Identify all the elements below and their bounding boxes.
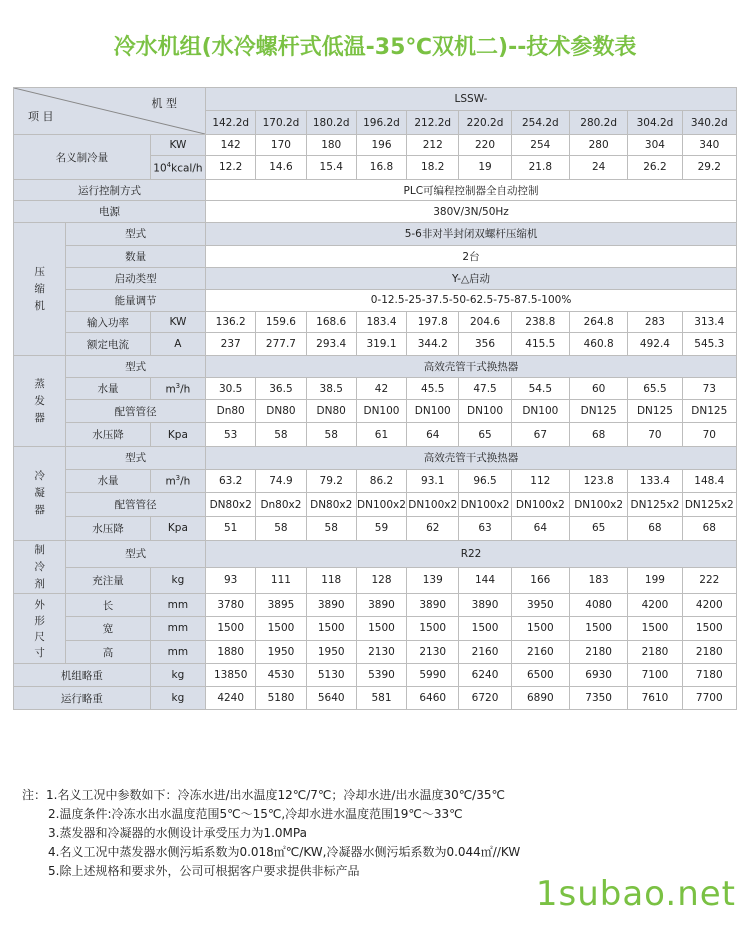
cooling-kcal-cell: 15.4 xyxy=(306,156,356,180)
power-supply-value: 380V/3N/50Hz xyxy=(206,201,737,223)
condenser-drop-cell: 64 xyxy=(511,517,569,541)
height-cell: 2130 xyxy=(356,640,406,664)
refrigerant-charge-cell: 128 xyxy=(356,567,406,594)
height-cell: 2180 xyxy=(628,640,682,664)
control-mode-label: 运行控制方式 xyxy=(14,179,206,201)
evaporator-drop-cell: 58 xyxy=(256,423,306,447)
width-cell: 1500 xyxy=(569,617,627,641)
run-weight-cell: 5180 xyxy=(256,687,306,710)
input-power-cell: 313.4 xyxy=(682,311,736,333)
condenser-drop-cell: 65 xyxy=(569,517,627,541)
unit-weight-cell: 5990 xyxy=(407,664,459,687)
condenser-pipe-label: 配管管径 xyxy=(66,493,206,517)
input-power-cell: 238.8 xyxy=(511,311,569,333)
cooling-capacity-label: 名义制冷量 xyxy=(14,135,151,179)
condenser-pipe-cell: DN100x2 xyxy=(407,493,459,517)
unit-weight-cell: 6930 xyxy=(569,664,627,687)
cooling-kw-cell: 254 xyxy=(511,135,569,156)
cooling-kw-cell: 340 xyxy=(682,135,736,156)
condenser-drop-cell: 58 xyxy=(306,517,356,541)
evaporator-drop-cell: 61 xyxy=(356,423,406,447)
notes xyxy=(22,786,722,881)
cooling-kcal-cell: 21.8 xyxy=(511,156,569,180)
evaporator-flow-cell: 65.5 xyxy=(628,377,682,400)
length-cell: 4200 xyxy=(628,594,682,617)
run-weight-cell: 7700 xyxy=(682,687,736,710)
refrigerant-group-label: 制 冷 剂 xyxy=(14,540,66,594)
condenser-flow-cell: 63.2 xyxy=(206,469,256,493)
rated-current-cell: 415.5 xyxy=(511,333,569,356)
model-cell: 170.2d xyxy=(256,110,306,135)
length-cell: 3890 xyxy=(407,594,459,617)
length-cell: 3890 xyxy=(356,594,406,617)
note-2: 2.温度条件:冷冻水出水温度范围5℃～15℃,冷却水进水温度范围19℃～33℃ xyxy=(48,807,463,821)
run-weight-cell: 581 xyxy=(356,687,406,710)
model-label: 机 型 xyxy=(151,97,178,110)
cooling-kcal-cell: 18.2 xyxy=(407,156,459,180)
compressor-start-label: 启动类型 xyxy=(66,268,206,290)
model-cell: 220.2d xyxy=(459,110,511,135)
length-label: 长 xyxy=(66,594,150,617)
condenser-pipe-cell: DN80x2 xyxy=(306,493,356,517)
cooling-kcal-cell: 24 xyxy=(569,156,627,180)
evaporator-flow-cell: 47.5 xyxy=(459,377,511,400)
length-cell: 4080 xyxy=(569,594,627,617)
model-cell: 196.2d xyxy=(356,110,406,135)
condenser-flow-cell: 133.4 xyxy=(628,469,682,493)
model-cell: 254.2d xyxy=(511,110,569,135)
cooling-kw-cell: 212 xyxy=(407,135,459,156)
condenser-flow-cell: 86.2 xyxy=(356,469,406,493)
input-power-cell: 168.6 xyxy=(306,311,356,333)
condenser-flow-cell: 74.9 xyxy=(256,469,306,493)
refrigerant-charge-cell: 139 xyxy=(407,567,459,594)
condenser-group-label: 冷 凝 器 xyxy=(14,446,66,540)
cooling-kw-cell: 142 xyxy=(206,135,256,156)
unit-weight-cell: 4530 xyxy=(256,664,306,687)
cooling-kcal-cell: 16.8 xyxy=(356,156,406,180)
rated-current-cell: 460.8 xyxy=(569,333,627,356)
condenser-drop-cell: 68 xyxy=(682,517,736,541)
note-4: 4.名义工况中蒸发器水侧污垢系数为0.018㎡℃/KW,冷凝器水侧污垢系数为0.044㎡//KW xyxy=(48,845,521,859)
refrigerant-charge-cell: 183 xyxy=(569,567,627,594)
input-power-label: 输入功率 xyxy=(66,311,150,333)
compressor-qty-label: 数量 xyxy=(66,245,206,268)
unit-weight-cell: 13850 xyxy=(206,664,256,687)
condenser-flow-cell: 93.1 xyxy=(407,469,459,493)
cooling-kcal-cell: 19 xyxy=(459,156,511,180)
evaporator-pipe-cell: DN80 xyxy=(256,400,306,423)
evaporator-flow-cell: 60 xyxy=(569,377,627,400)
dimensions-group-label: 外 形 尺 寸 xyxy=(14,594,66,664)
condenser-pipe-cell: DN125x2 xyxy=(628,493,682,517)
compressor-qty-value: 2台 xyxy=(206,245,737,268)
compressor-capacity-value: 0-12.5-25-37.5-50-62.5-75-87.5-100% xyxy=(206,290,737,312)
unit-weight-cell: 7180 xyxy=(682,664,736,687)
unit-weight-cell: 6500 xyxy=(511,664,569,687)
evaporator-type-label: 型式 xyxy=(66,356,206,378)
model-cell: 280.2d xyxy=(569,110,627,135)
evaporator-drop-cell: 58 xyxy=(306,423,356,447)
cooling-kcal-cell: 26.2 xyxy=(628,156,682,180)
condenser-drop-cell: 59 xyxy=(356,517,406,541)
rated-current-cell: 293.4 xyxy=(306,333,356,356)
evaporator-flow-cell: 73 xyxy=(682,377,736,400)
condenser-type-label: 型式 xyxy=(66,446,206,469)
condenser-drop-label: 水压降 xyxy=(66,517,150,541)
compressor-type-label: 型式 xyxy=(66,223,206,246)
rated-current-cell: 237 xyxy=(206,333,256,356)
condenser-flow-unit: $m^3/h$ xyxy=(150,469,205,493)
condenser-pipe-cell: DN80x2 xyxy=(206,493,256,517)
condenser-pipe-cell: Dn80x2 xyxy=(256,493,306,517)
condenser-flow-cell: 112 xyxy=(511,469,569,493)
run-weight-cell: 7350 xyxy=(569,687,627,710)
condenser-drop-cell: 68 xyxy=(628,517,682,541)
refrigerant-charge-cell: 111 xyxy=(256,567,306,594)
width-cell: 1500 xyxy=(206,617,256,641)
width-unit: mm xyxy=(150,617,205,641)
condenser-flow-cell: 148.4 xyxy=(682,469,736,493)
model-cell: 304.2d xyxy=(628,110,682,135)
evaporator-drop-label: 水压降 xyxy=(66,423,150,447)
evaporator-drop-cell: 70 xyxy=(628,423,682,447)
evaporator-pipe-cell: DN100 xyxy=(407,400,459,423)
cooling-kw-cell: 170 xyxy=(256,135,306,156)
model-cell: 142.2d xyxy=(206,110,256,135)
item-label: 项 目 xyxy=(28,110,54,124)
evaporator-flow-unit: $m^3/h$ xyxy=(150,377,205,400)
condenser-pipe-cell: DN125x2 xyxy=(682,493,736,517)
input-power-unit: KW xyxy=(150,311,205,333)
condenser-type-value: 高效壳管干式换热器 xyxy=(206,446,737,469)
length-cell: 3895 xyxy=(256,594,306,617)
compressor-type-value: 5-6非对半封闭双螺杆压缩机 xyxy=(206,223,737,246)
note-1: 注：1.名义工况中参数如下：冷冻水进/出水温度12℃/7℃；冷却水进/出水温度30℃/35℃ xyxy=(22,788,505,802)
condenser-drop-cell: 51 xyxy=(206,517,256,541)
run-weight-cell: 7610 xyxy=(628,687,682,710)
run-weight-cell: 5640 xyxy=(306,687,356,710)
evaporator-pipe-cell: Dn80 xyxy=(206,400,256,423)
evaporator-pipe-cell: DN80 xyxy=(306,400,356,423)
refrigerant-charge-label: 充注量 xyxy=(66,567,150,594)
cooling-kcal-cell: 14.6 xyxy=(256,156,306,180)
watermark: 1subao.net xyxy=(535,874,736,914)
compressor-capacity-label: 能量调节 xyxy=(66,290,206,312)
evaporator-flow-cell: 42 xyxy=(356,377,406,400)
condenser-drop-cell: 62 xyxy=(407,517,459,541)
evaporator-flow-cell: 38.5 xyxy=(306,377,356,400)
rated-current-cell: 277.7 xyxy=(256,333,306,356)
rated-current-cell: 545.3 xyxy=(682,333,736,356)
cooling-kw-cell: 180 xyxy=(306,135,356,156)
refrigerant-charge-cell: 222 xyxy=(682,567,736,594)
length-cell: 3780 xyxy=(206,594,256,617)
input-power-cell: 136.2 xyxy=(206,311,256,333)
height-cell: 1880 xyxy=(206,640,256,664)
run-weight-cell: 4240 xyxy=(206,687,256,710)
length-cell: 3890 xyxy=(459,594,511,617)
page-title: 冷水机组(水冷螺杆式低温-35℃双机二)--技术参数表 xyxy=(113,35,637,60)
evaporator-pipe-cell: DN125 xyxy=(569,400,627,423)
rated-current-label: 额定电流 xyxy=(66,333,150,356)
length-unit: mm xyxy=(150,594,205,617)
refrigerant-charge-cell: 118 xyxy=(306,567,356,594)
compressor-start-value: Y-△启动 xyxy=(206,268,737,290)
rated-current-cell: 492.4 xyxy=(628,333,682,356)
unit-weight-cell: 5390 xyxy=(356,664,406,687)
input-power-cell: 204.6 xyxy=(459,311,511,333)
evaporator-pipe-label: 配管管径 xyxy=(66,400,206,423)
input-power-cell: 159.6 xyxy=(256,311,306,333)
condenser-pipe-cell: DN100x2 xyxy=(356,493,406,517)
evaporator-pipe-cell: DN100 xyxy=(459,400,511,423)
length-cell: 4200 xyxy=(682,594,736,617)
unit-weight-label: 机组略重 xyxy=(14,664,151,687)
refrigerant-charge-cell: 166 xyxy=(511,567,569,594)
control-mode-value: PLC可编程控制器全自动控制 xyxy=(206,179,737,201)
cooling-kcal-cell: 29.2 xyxy=(682,156,736,180)
width-cell: 1500 xyxy=(511,617,569,641)
evaporator-pipe-cell: DN125 xyxy=(682,400,736,423)
run-weight-unit: kg xyxy=(150,687,205,710)
evaporator-drop-cell: 67 xyxy=(511,423,569,447)
power-supply-label: 电源 xyxy=(14,201,206,223)
refrigerant-charge-cell: 199 xyxy=(628,567,682,594)
evaporator-drop-cell: 70 xyxy=(682,423,736,447)
cooling-kw-cell: 280 xyxy=(569,135,627,156)
input-power-cell: 197.8 xyxy=(407,311,459,333)
condenser-drop-unit: Kpa xyxy=(150,517,205,541)
height-cell: 1950 xyxy=(306,640,356,664)
header-corner-cell xyxy=(14,88,206,135)
cooling-kw-cell: 196 xyxy=(356,135,406,156)
height-cell: 2180 xyxy=(569,640,627,664)
evaporator-drop-cell: 53 xyxy=(206,423,256,447)
evaporator-drop-unit: Kpa xyxy=(150,423,205,447)
refrigerant-charge-cell: 93 xyxy=(206,567,256,594)
compressor-group-label: 压 缩 机 xyxy=(14,223,66,356)
evaporator-flow-label: 水量 xyxy=(66,377,150,400)
width-cell: 1500 xyxy=(628,617,682,641)
run-weight-cell: 6890 xyxy=(511,687,569,710)
rated-current-cell: 356 xyxy=(459,333,511,356)
note-3: 3.蒸发器和冷凝器的水侧设计承受压力为1.0MPa xyxy=(48,826,307,840)
run-weight-cell: 6720 xyxy=(459,687,511,710)
model-cell: 340.2d xyxy=(682,110,736,135)
condenser-flow-cell: 96.5 xyxy=(459,469,511,493)
evaporator-pipe-cell: DN100 xyxy=(356,400,406,423)
refrigerant-type-label: 型式 xyxy=(66,540,206,567)
rated-current-cell: 344.2 xyxy=(407,333,459,356)
model-cell: 180.2d xyxy=(306,110,356,135)
width-cell: 1500 xyxy=(256,617,306,641)
unit-weight-cell: 7100 xyxy=(628,664,682,687)
evaporator-flow-cell: 30.5 xyxy=(206,377,256,400)
evaporator-group-label: 蒸 发 器 xyxy=(14,356,66,447)
evaporator-flow-cell: 54.5 xyxy=(511,377,569,400)
height-label: 高 xyxy=(66,640,150,664)
height-cell: 2160 xyxy=(511,640,569,664)
unit-weight-cell: 6240 xyxy=(459,664,511,687)
length-cell: 3950 xyxy=(511,594,569,617)
condenser-flow-cell: 123.8 xyxy=(569,469,627,493)
rated-current-unit: A xyxy=(150,333,205,356)
condenser-drop-cell: 63 xyxy=(459,517,511,541)
height-cell: 2130 xyxy=(407,640,459,664)
evaporator-pipe-cell: DN100 xyxy=(511,400,569,423)
run-weight-label: 运行略重 xyxy=(14,687,151,710)
cooling-kcal-cell: 12.2 xyxy=(206,156,256,180)
evaporator-flow-cell: 36.5 xyxy=(256,377,306,400)
cooling-kw-cell: 220 xyxy=(459,135,511,156)
height-unit: mm xyxy=(150,640,205,664)
condenser-pipe-cell: DN100x2 xyxy=(511,493,569,517)
cooling-kw-unit: KW xyxy=(150,135,205,156)
condenser-pipe-cell: DN100x2 xyxy=(459,493,511,517)
evaporator-type-value: 高效壳管干式换热器 xyxy=(206,356,737,378)
width-cell: 1500 xyxy=(306,617,356,641)
model-cell: 212.2d xyxy=(407,110,459,135)
height-cell: 2160 xyxy=(459,640,511,664)
condenser-flow-cell: 79.2 xyxy=(306,469,356,493)
cooling-kcal-unit: $10^4kcal/h$ xyxy=(150,156,205,180)
rated-current-cell: 319.1 xyxy=(356,333,406,356)
note-5: 5.除上述规格和要求外，公司可根据客户要求提供非标产品 xyxy=(48,864,360,878)
height-cell: 1950 xyxy=(256,640,306,664)
evaporator-drop-cell: 65 xyxy=(459,423,511,447)
cooling-kw-cell: 304 xyxy=(628,135,682,156)
height-cell: 2180 xyxy=(682,640,736,664)
unit-weight-unit: kg xyxy=(150,664,205,687)
evaporator-drop-cell: 64 xyxy=(407,423,459,447)
refrigerant-charge-cell: 144 xyxy=(459,567,511,594)
series-header: LSSW- xyxy=(206,88,737,111)
width-label: 宽 xyxy=(66,617,150,641)
input-power-cell: 283 xyxy=(628,311,682,333)
evaporator-pipe-cell: DN125 xyxy=(628,400,682,423)
evaporator-flow-cell: 45.5 xyxy=(407,377,459,400)
width-cell: 1500 xyxy=(682,617,736,641)
condenser-pipe-cell: DN100x2 xyxy=(569,493,627,517)
condenser-drop-cell: 58 xyxy=(256,517,306,541)
refrigerant-type-value: R22 xyxy=(206,540,737,567)
condenser-flow-label: 水量 xyxy=(66,469,150,493)
input-power-cell: 183.4 xyxy=(356,311,406,333)
refrigerant-charge-unit: kg xyxy=(150,567,205,594)
length-cell: 3890 xyxy=(306,594,356,617)
width-cell: 1500 xyxy=(356,617,406,641)
unit-weight-cell: 5130 xyxy=(306,664,356,687)
width-cell: 1500 xyxy=(459,617,511,641)
evaporator-drop-cell: 68 xyxy=(569,423,627,447)
spec-table xyxy=(13,87,737,710)
input-power-cell: 264.8 xyxy=(569,311,627,333)
width-cell: 1500 xyxy=(407,617,459,641)
run-weight-cell: 6460 xyxy=(407,687,459,710)
